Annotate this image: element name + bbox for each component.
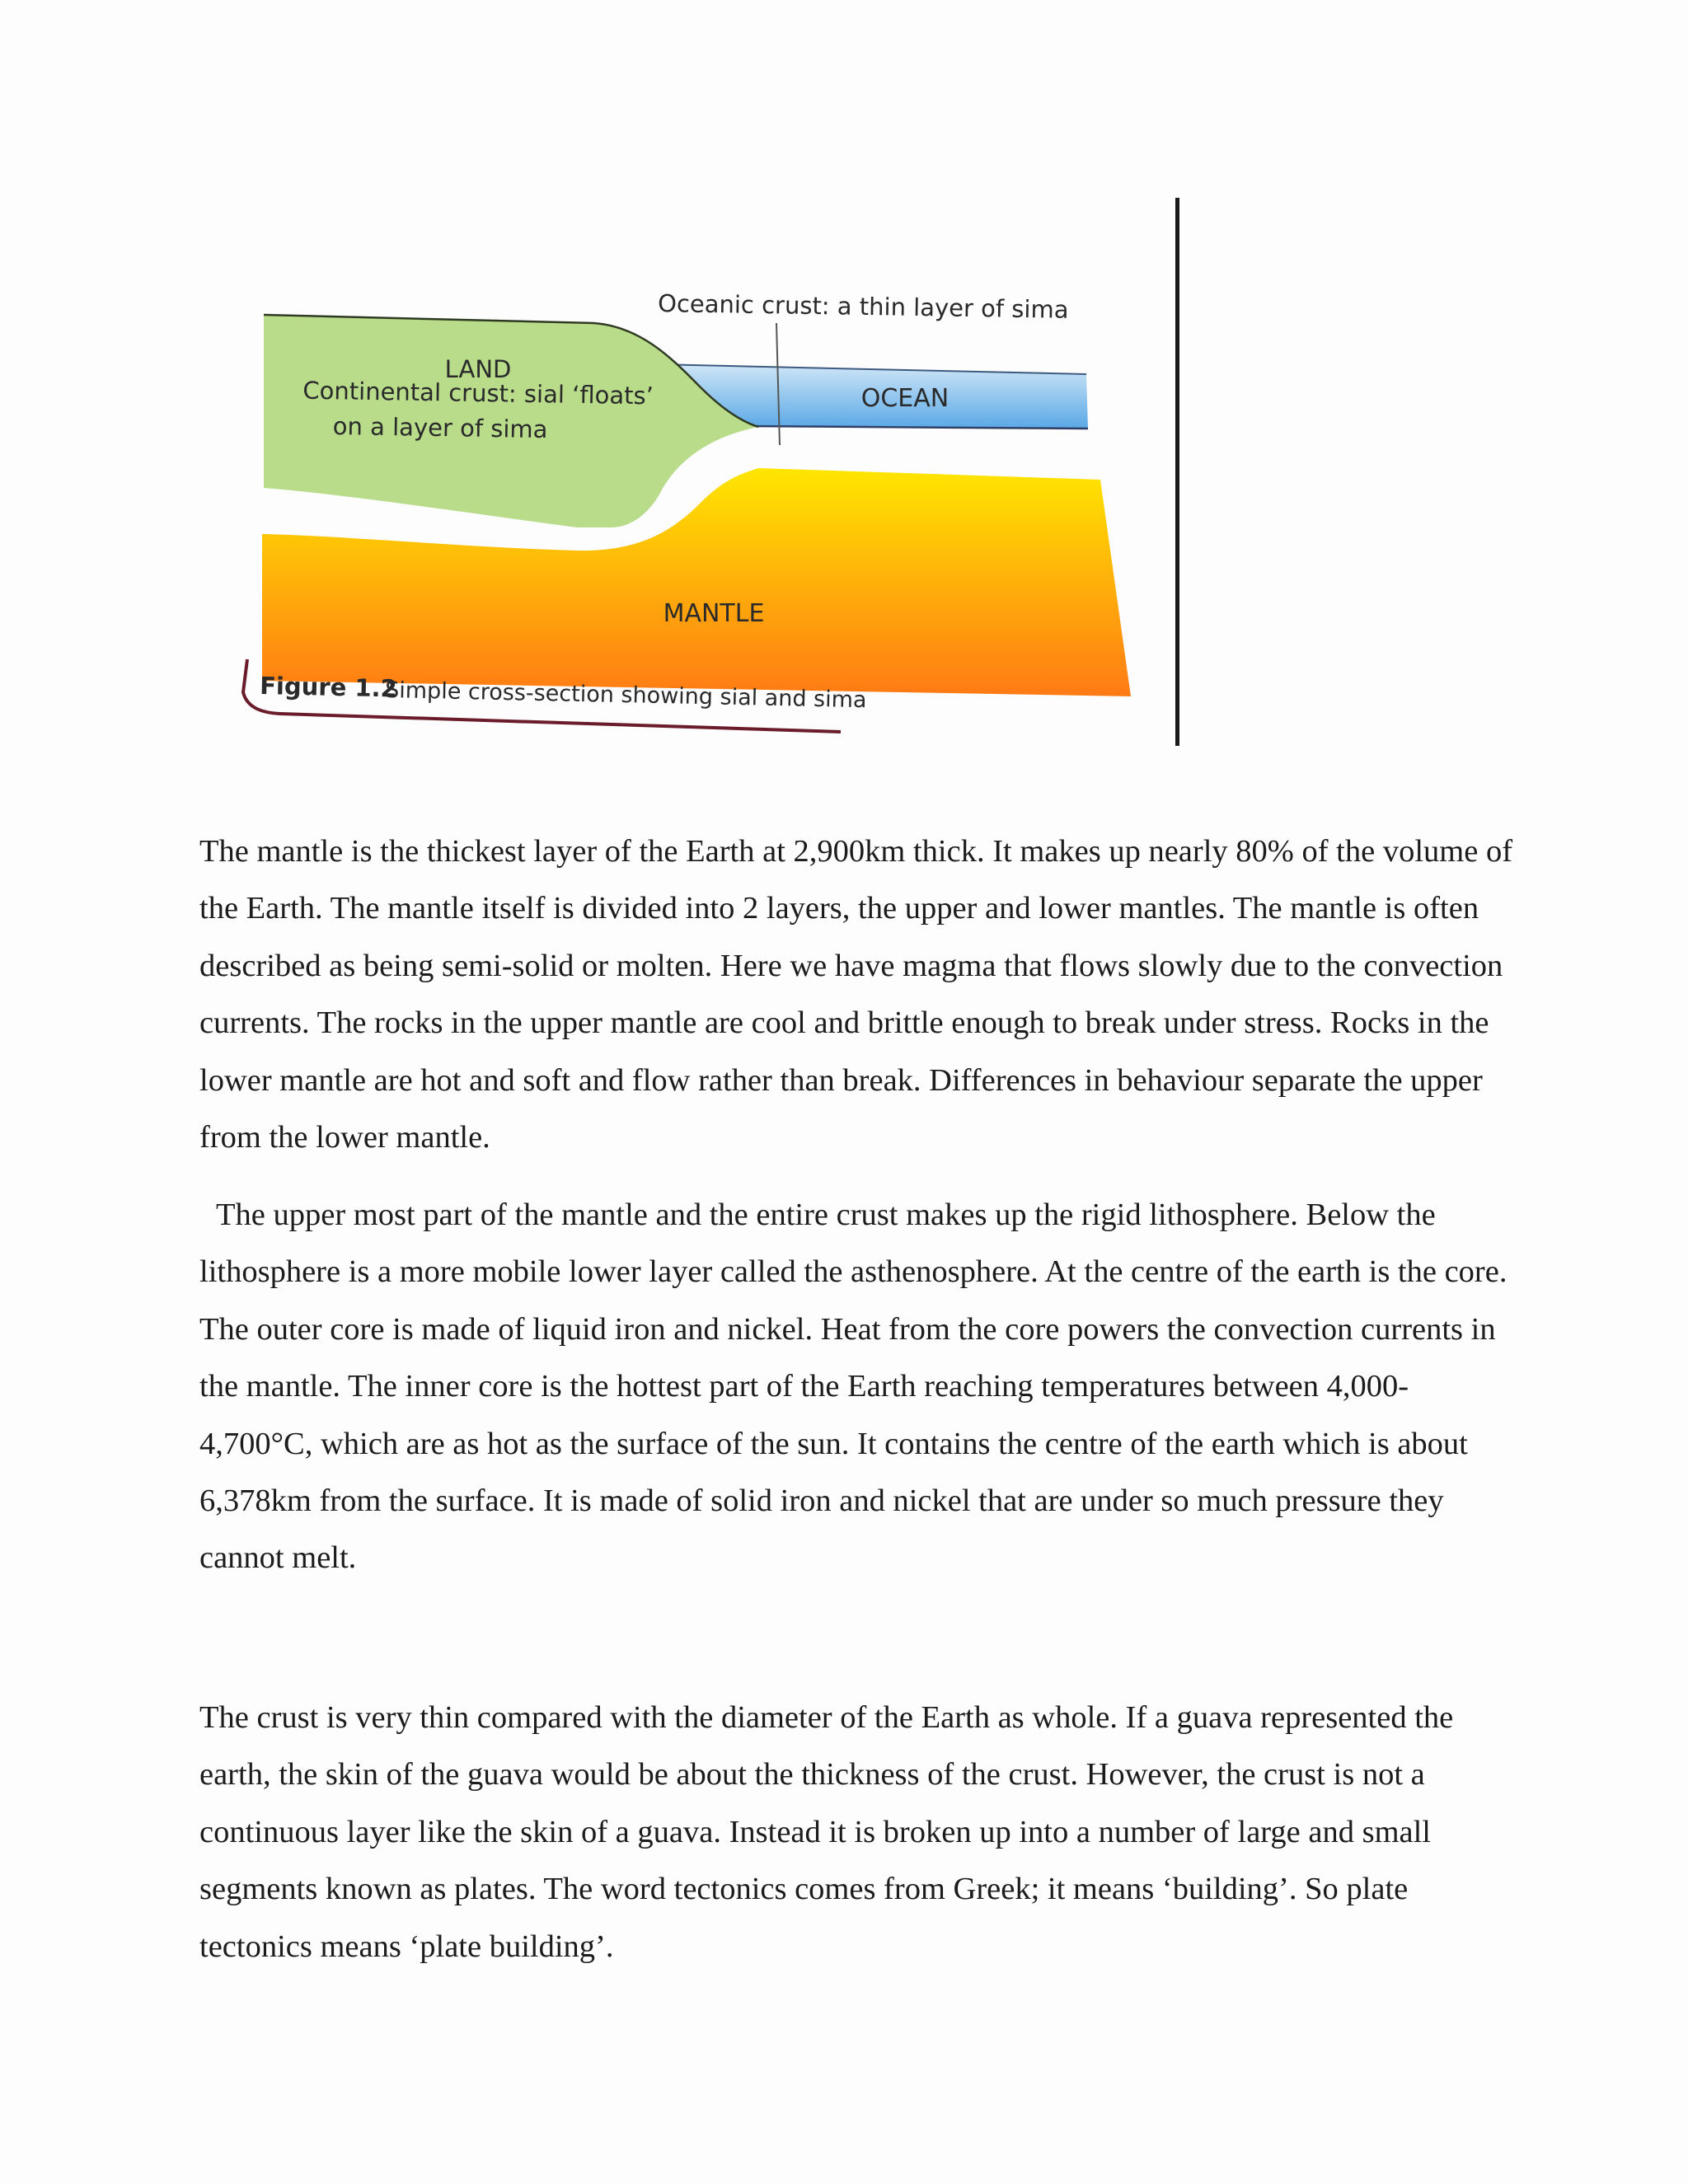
paragraph-mantle: The mantle is the thickest layer of the Earth at 2,900km thick. It makes up nearly 80% of the volume of the Earth. The mantle itself is divided into 2 layers, the upper and lower mantles. The mantle is often described as being semi-solid or molten. Here we have magma that flows slowly due to the convection currents. The rocks in the upper mantle are cool and brittle enough to break under stress. Rocks in the lower mantle are hot and soft and flow rather than break. Differences in behaviour separate the upper from the lower mantle. xyxy=(199,834,1513,1155)
mantle-label: MANTLE xyxy=(663,599,765,628)
paragraph-crust-plates: The crust is very thin compared with the diameter of the Earth as whole. If a guava represented the earth, the skin of the guava would be about the thickness of the crust. However, the crust is not a continuous layer like the skin of a guava. Instead it is broken up into a number of large and small segments known as plates. The word tectonics comes from Greek; it means ‘building’. So plate tectonics means ‘plate building’. xyxy=(199,1700,1454,1964)
margin-rule xyxy=(1175,198,1179,746)
caption-text: Simple cross-section showing sial and sima xyxy=(384,677,867,714)
ocean-label: OCEAN xyxy=(860,384,950,413)
land-title: LAND xyxy=(444,355,512,383)
paragraph-lithosphere-core: The upper most part of the mantle and the entire crust makes up the rigid lithosphere. Below the lithosphere is a more mobile lower layer called the asthenosphere. At the centre of the earth is the core. The outer core is made of liquid iron and nickel. Heat from the core powers the convection currents in the mantle. The inner core is the hottest part of the Earth reaching temperatures between 4,000-4,700°C, which are as hot as the surface of the sun. It contains the centre of the earth which is about 6,378km from the surface. It is made of solid iron and nickel that are under so much pressure they cannot melt. xyxy=(199,1197,1507,1576)
caption-figure-number: Figure 1.2 xyxy=(259,672,398,703)
cross-section-diagram xyxy=(0,0,1688,775)
land-description-line-1: Continental crust: sial ‘floats’ xyxy=(302,376,654,410)
mantle-layer xyxy=(262,468,1131,696)
oceanic-crust-label: Oceanic crust: a thin layer of sima xyxy=(657,289,1069,324)
land-description-line-2: on a layer of sima xyxy=(332,411,548,444)
cross-section-figure xyxy=(0,0,1688,775)
